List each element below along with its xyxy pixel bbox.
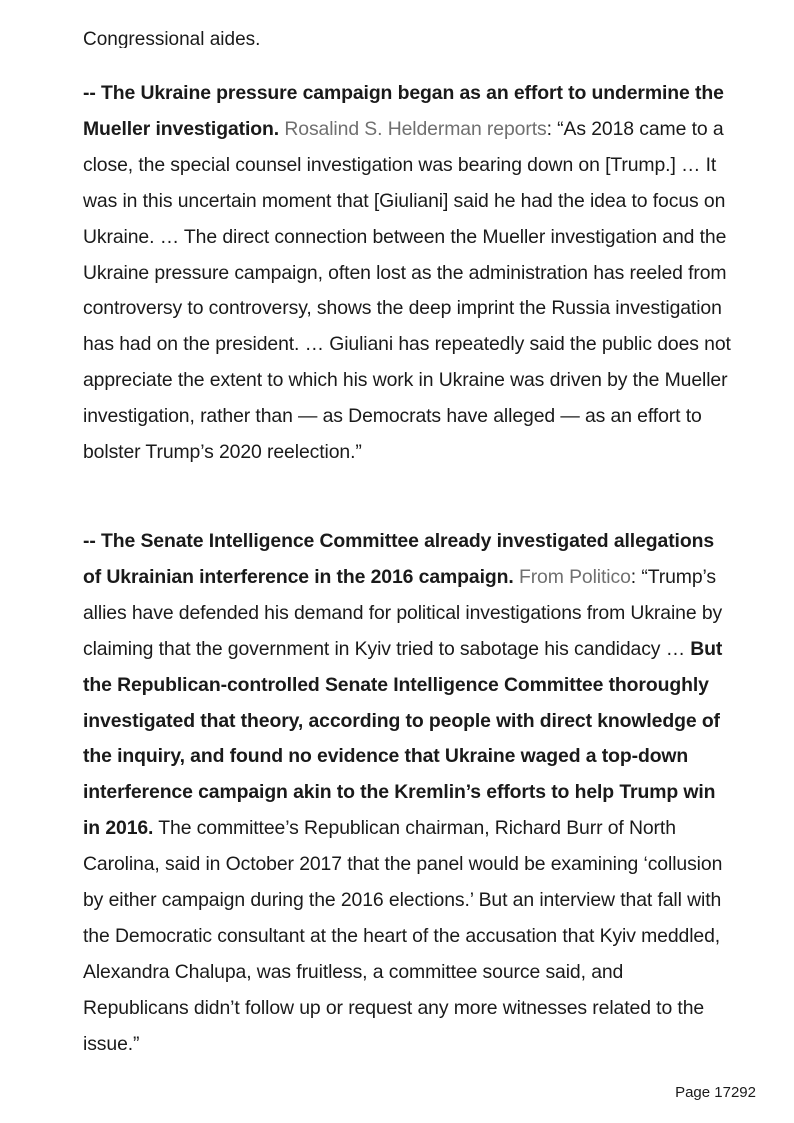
para2-body-b: The committee’s Republican chairman, Richard Burr of North Carolina, said in October 2017 that the panel would be examining ‘collusion by either campaign during the 2016 elections.’ But an interview that fall with the Democratic consultant at the heart of the accusation that Kyiv meddled, Alexandra Chalupa, was fruitless, a committee source said, and Republicans didn’t follow up or request any more witnesses related to the issue.” — [83, 817, 723, 1055]
clipped-top-fragment — [83, 24, 733, 48]
para1-body: : “As 2018 came to a close, the special counsel investigation was bearing down on [Trump.] … It was in this uncertain moment that [Giuliani] said he had the idea to focus on Ukraine. … The direct connection between the Mueller investigation and the Ukraine pressure campaign, often lost as the administration has reeled from controversy to controversy, shows the deep imprint the Russia investigation has had on the president. … Giuliani has repeatedly said the public does not appreciate the extent to which his work in Ukraine was driven by the Mueller investigation, rather than — as Democrats have alleged — as an effort to bolster Trump’s 2020 reelection.” — [83, 117, 731, 464]
para2-highlight: But the Republican-controlled Senate Intelligence Committee thoroughly investigated that theory, according to people with direct knowledge of the inquiry, and found no evidence that Ukraine waged a top-down interference campaign akin to the Kremlin’s efforts to help Trump win in 2016. — [83, 637, 723, 840]
para1-source-link[interactable]: Rosalind S. Helderman reports — [284, 117, 547, 140]
para1-lead: -- The Ukraine pressure campaign began as an effort to undermine the Mueller investigation. — [83, 82, 724, 140]
top-fragment-text: Congressional aides. — [83, 29, 261, 48]
page-number: Page 17292 — [675, 1084, 756, 1101]
paragraph-senate-intel — [83, 524, 733, 1064]
para2-source-link[interactable]: From Politico — [518, 565, 631, 588]
para2-lead: -- The Senate Intelligence Committee already investigated allegations of Ukrainian interference in the 2016 campaign. — [83, 530, 715, 588]
paragraph-mueller — [83, 76, 733, 471]
para2-body-a: : “Trump’s allies have defended his demand for political investigations from Ukraine by claiming that the government in Kyiv tried to sabotage his candidacy … — [83, 565, 723, 660]
